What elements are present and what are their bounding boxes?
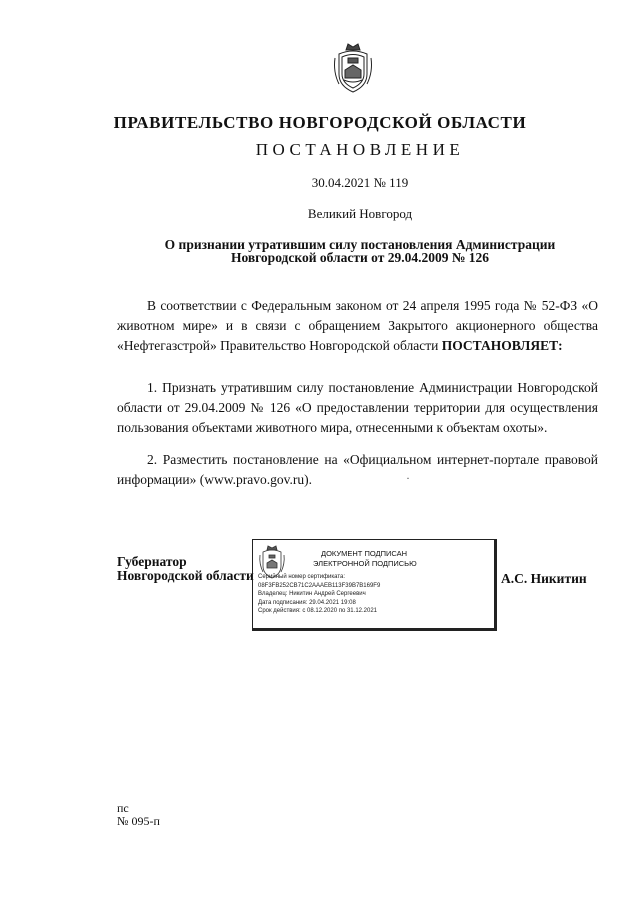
cert-label: Серийный номер сертификата: xyxy=(258,574,346,580)
document-date-number: 30.04.2021 № 119 xyxy=(311,175,409,190)
signed-date: Дата подписания: 29.04.2021 19:08 xyxy=(258,599,356,606)
document-footer xyxy=(117,802,160,828)
preamble-text: В соответствии с Федеральным законом от 24 апреля 1995 года № 52-ФЗ «О животном мире» и в связи с обращением Закрытого акционерного общества «Нефтегазстрой» Правительство Новгородской области xyxy=(117,298,598,353)
stamp-heading xyxy=(313,549,417,569)
stamp-details xyxy=(258,573,380,616)
footer-line-1: пс xyxy=(117,801,129,815)
resolves-keyword: ПОСТАНОВЛЯЕТ: xyxy=(441,338,563,353)
item-2-paragraph xyxy=(117,450,598,490)
footer-line-2: № 095-п xyxy=(117,814,160,828)
item-1-paragraph xyxy=(117,378,598,438)
cert-owner: Владелец: Никитин Андрей Сергеевич xyxy=(258,591,366,598)
stray-mark: · xyxy=(406,471,410,485)
subject-line-2: Новгородской области от 29.04.2009 № 126 xyxy=(230,250,490,265)
document-type: ПОСТАНОВЛЕНИЕ xyxy=(255,140,465,159)
cert-validity: Срок действия: с 08.12.2020 по 31.12.2021 xyxy=(258,608,378,615)
signer-name: А.С. Никитин xyxy=(501,571,587,586)
government-title: ПРАВИТЕЛЬСТВО НОВГОРОДСКОЙ ОБЛАСТИ xyxy=(113,113,527,132)
item-1-text: 1. Признать утратившим силу постановление Администрации Новгородской области от 29.04.2009 № 126 «О предоставлении территории для осуществления пользования объектами животного мира, отнесенными к объектам охоты». xyxy=(117,380,598,435)
document-city: Великий Новгород xyxy=(307,206,413,221)
coat-of-arms-icon xyxy=(331,40,375,96)
subject-line-1: О признании утратившим силу постановления Администрации xyxy=(164,237,556,252)
signer-position-line-2: Новгородской области xyxy=(117,568,254,583)
preamble-paragraph xyxy=(117,296,598,356)
cert-serial: 08F3FB252CB71C2AAAEB113F39B7B169F9 xyxy=(258,582,381,589)
signer-position xyxy=(117,555,254,583)
document-subject xyxy=(140,238,580,264)
signer-position-line-1: Губернатор xyxy=(117,554,187,569)
item-2-text: 2. Разместить постановление на «Официальном интернет-портале правовой информации» (www.pravo.gov.ru). xyxy=(117,452,598,487)
stamp-heading-line-2: ЭЛЕКТРОННОЙ ПОДПИСЬЮ xyxy=(313,559,417,568)
stamp-heading-line-1: ДОКУМЕНТ ПОДПИСАН xyxy=(321,549,408,558)
electronic-signature-stamp xyxy=(252,539,497,631)
